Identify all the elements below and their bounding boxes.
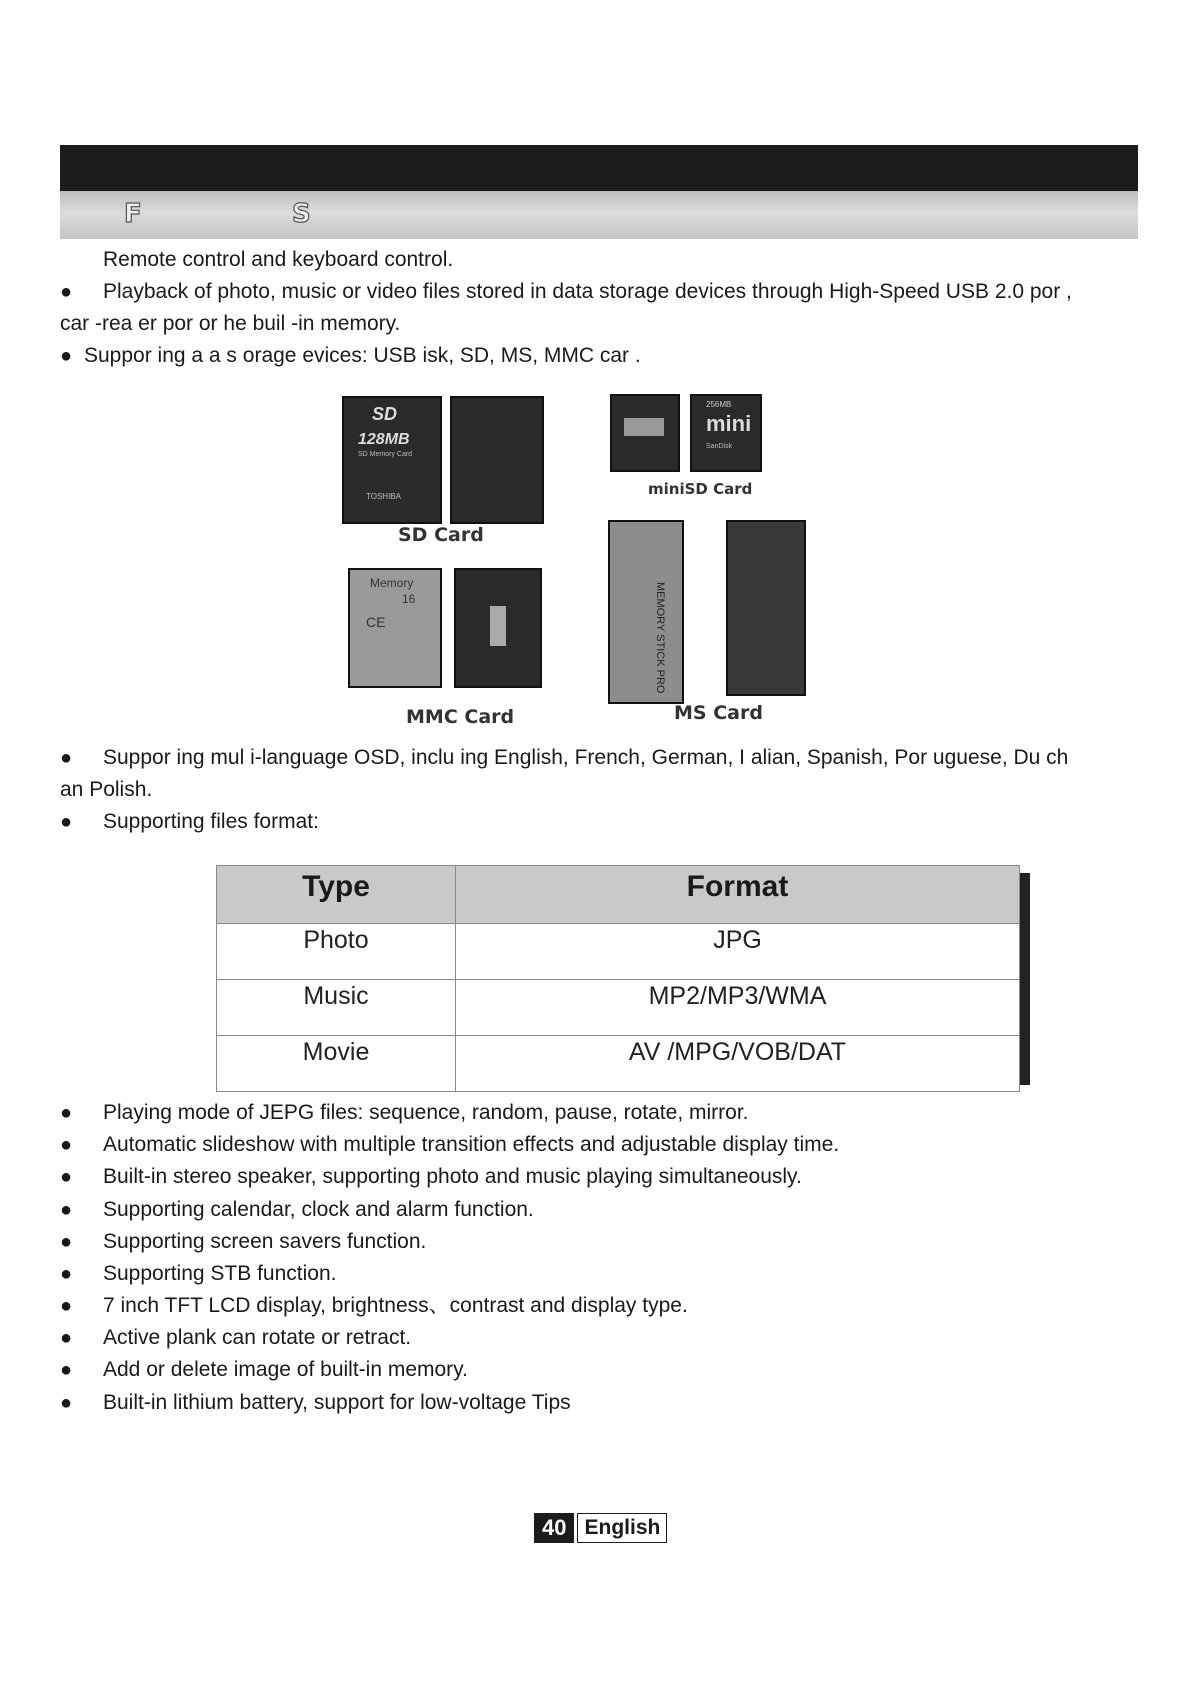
- feature-item: ● Supporting screen savers function.: [60, 1226, 1183, 1258]
- mmc-card-label: MMC Card: [406, 706, 515, 728]
- cell-type: Movie: [217, 1036, 456, 1092]
- header-type: Type: [217, 866, 456, 924]
- cell-type: Music: [217, 980, 456, 1036]
- file-format-table: [216, 865, 1020, 1092]
- page-language: English: [577, 1513, 667, 1543]
- file-format-table-wrapper: [216, 865, 1020, 1092]
- playback-continuation: car -rea er por or he buil -in memory.: [60, 312, 401, 335]
- bullet-osd-languages: ● Suppor ing mul i-language OSD, inclu ing English, French, German, I alian, Spanish, Por uguese, Du ch: [60, 742, 1183, 774]
- mmc-card-back-image: [454, 568, 542, 688]
- minisd-card-front-image: [610, 394, 680, 472]
- feature-item: ● Supporting calendar, clock and alarm function.: [60, 1194, 1183, 1226]
- cell-format: MP2/MP3/WMA: [456, 980, 1020, 1036]
- bullet-storage-devices: ● Suppor ing a a s orage evices: USB isk, SD, MS, MMC car .: [60, 340, 1164, 372]
- intro-line-remote: Remote control and keyboard control.: [103, 248, 454, 271]
- header-format: Format: [456, 866, 1020, 924]
- sd-card-back-image: [450, 396, 544, 524]
- bullet-playback: ● Playback of photo, music or video files stored in data storage devices through High-Speed USB 2.0 por ,: [60, 276, 1183, 308]
- table-header-row: [217, 866, 1020, 924]
- sd-card-front-image: SD 128MB SD Memory Card TOSHIBA: [342, 396, 442, 524]
- section-title-letter-f: F: [124, 199, 142, 229]
- section-title-letter-s: S: [292, 199, 311, 229]
- table-row: [217, 1036, 1020, 1092]
- feature-item: ● Built-in stereo speaker, supporting photo and music playing simultaneously.: [60, 1161, 1183, 1193]
- feature-item: ● Add or delete image of built-in memory.: [60, 1354, 1183, 1386]
- memory-card-gallery: [330, 392, 850, 732]
- feature-item: ● Automatic slideshow with multiple transition effects and adjustable display time.: [60, 1129, 1183, 1161]
- page-footer: [534, 1513, 667, 1543]
- feature-item: ● 7 inch TFT LCD display, brightness、contrast and display type.: [60, 1290, 1183, 1322]
- page-number: 40: [534, 1513, 574, 1543]
- bullet-files-format: ● Supporting files format:: [60, 806, 1183, 838]
- feature-item: ● Built-in lithium battery, support for low-voltage Tips: [60, 1387, 1183, 1419]
- ms-card-back-image: [726, 520, 806, 696]
- minisd-card-label: miniSD Card: [648, 480, 753, 498]
- sd-card-label: SD Card: [398, 524, 484, 546]
- table-row: [217, 924, 1020, 980]
- feature-item: ● Supporting STB function.: [60, 1258, 1183, 1290]
- ms-card-label: MS Card: [674, 702, 763, 724]
- cell-format: JPG: [456, 924, 1020, 980]
- cell-type: Photo: [217, 924, 456, 980]
- osd-continuation: an Polish.: [60, 778, 153, 801]
- minisd-card-back-image: 256MB mini SanDisk: [690, 394, 762, 472]
- feature-item: ● Active plank can rotate or retract.: [60, 1322, 1183, 1354]
- section-title-bar: [60, 191, 1138, 239]
- feature-item: ● Playing mode of JEPG files: sequence, random, pause, rotate, mirror.: [60, 1097, 1183, 1129]
- mmc-card-front-image: Memory 16 CE: [348, 568, 442, 688]
- cell-format: AV /MPG/VOB/DAT: [456, 1036, 1020, 1092]
- header-black-bar: [60, 145, 1138, 191]
- ms-card-front-image: MEMORY STICK PRO: [608, 520, 684, 704]
- table-row: [217, 980, 1020, 1036]
